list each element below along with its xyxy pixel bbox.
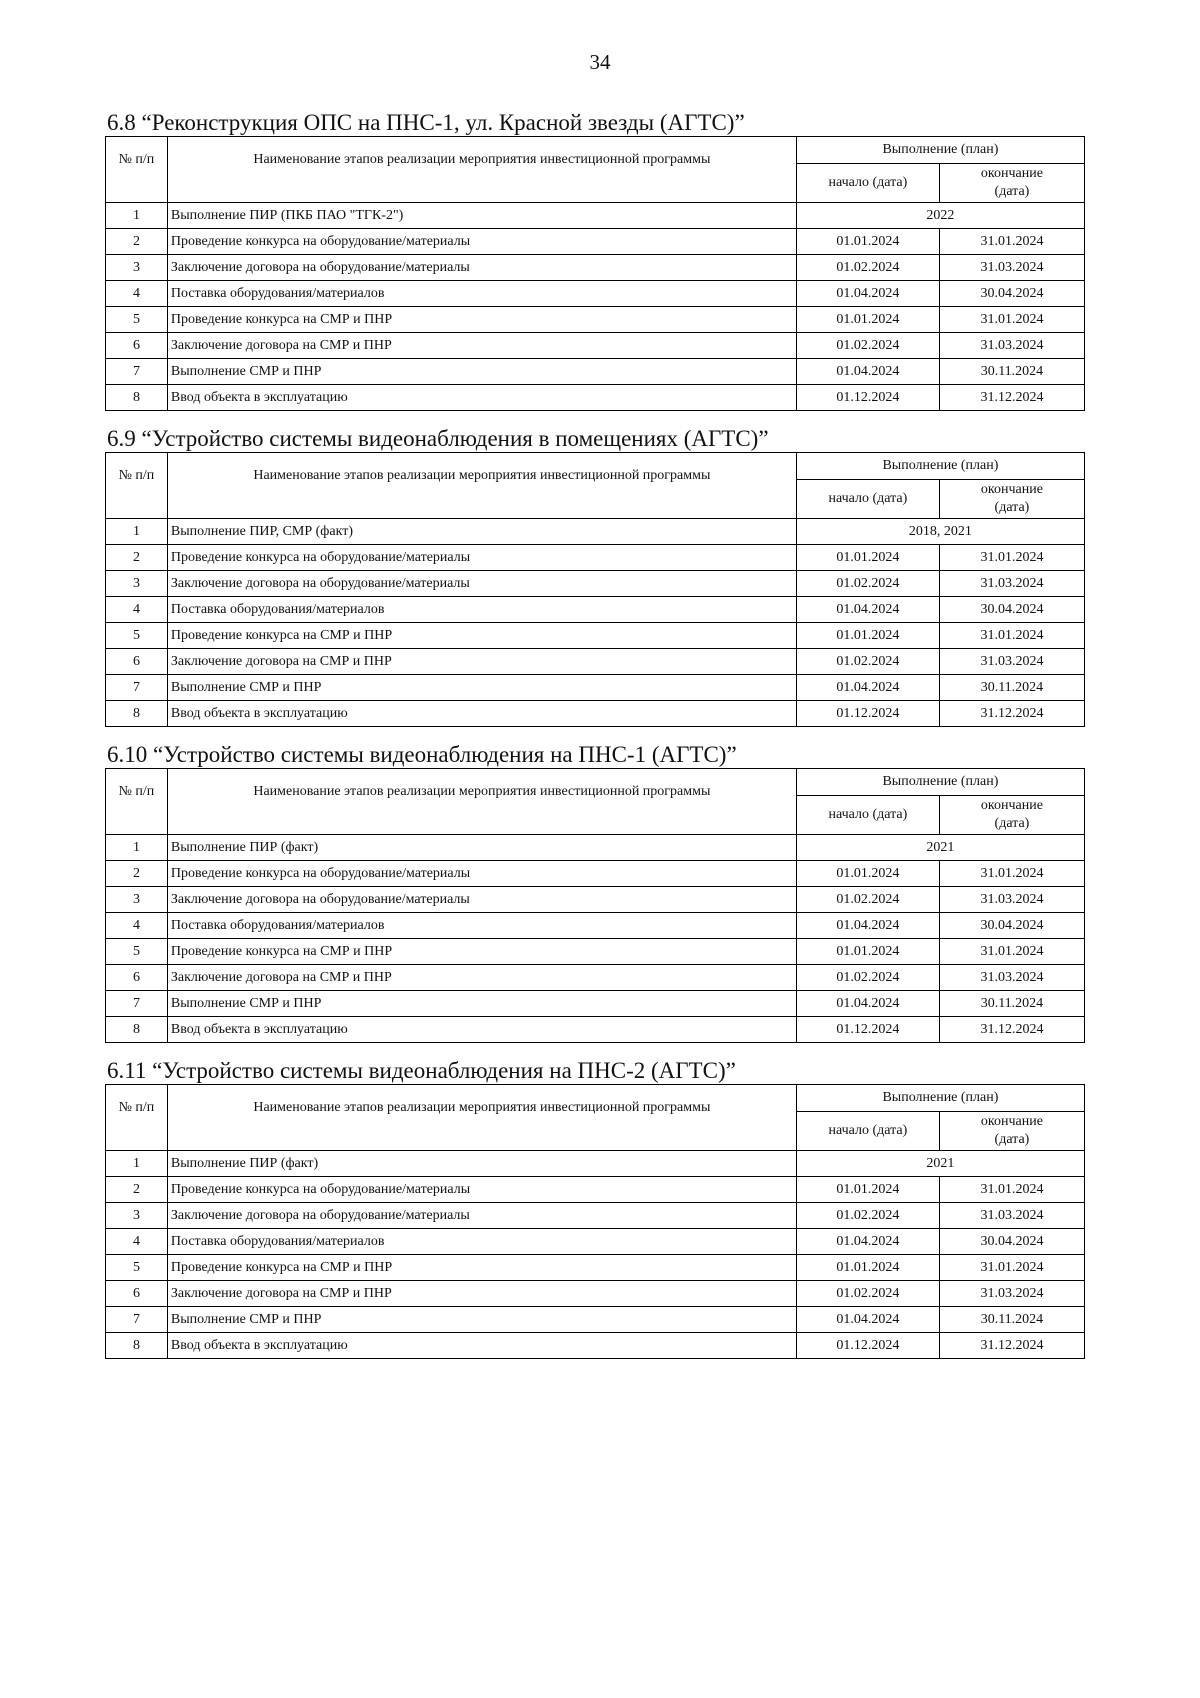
stage-name: Ввод объекта в эксплуатацию	[167, 1017, 796, 1043]
end-date: 31.03.2024	[939, 887, 1084, 913]
section-title: 6.10 “Устройство системы видеонаблюдения на ПНС-1 (АГТС)”	[107, 742, 737, 767]
start-date: 01.04.2024	[796, 1307, 939, 1333]
table-row	[106, 675, 1085, 701]
start-date: 01.04.2024	[796, 675, 939, 701]
row-number: 6	[106, 333, 168, 359]
row-number: 4	[106, 913, 168, 939]
end-date: 31.01.2024	[939, 545, 1084, 571]
end-date: 30.04.2024	[939, 281, 1084, 307]
header-name: Наименование этапов реализации мероприятия инвестиционной программы	[167, 453, 796, 519]
start-date: 01.01.2024	[796, 939, 939, 965]
table-row	[106, 965, 1085, 991]
start-date: 01.01.2024	[796, 1177, 939, 1203]
section-1	[105, 110, 1085, 411]
end-date: 31.03.2024	[939, 255, 1084, 281]
table-row	[106, 571, 1085, 597]
start-date: 01.01.2024	[796, 307, 939, 333]
start-date: 01.02.2024	[796, 1203, 939, 1229]
end-date: 30.11.2024	[939, 359, 1084, 385]
row-number: 5	[106, 1255, 168, 1281]
table-row	[106, 359, 1085, 385]
stage-name: Поставка оборудования/материалов	[167, 913, 796, 939]
start-date: 01.04.2024	[796, 281, 939, 307]
schedule-table	[105, 452, 1085, 727]
header-execution: Выполнение (план)	[796, 1085, 1084, 1112]
completed-period: 2018, 2021	[796, 519, 1084, 545]
row-number: 5	[106, 623, 168, 649]
section-title: 6.9 “Устройство системы видеонаблюдения в помещениях (АГТС)”	[107, 426, 769, 451]
row-number: 7	[106, 359, 168, 385]
stage-name: Поставка оборудования/материалов	[167, 1229, 796, 1255]
row-number: 8	[106, 1333, 168, 1359]
schedule-table	[105, 136, 1085, 411]
section-title: 6.8 “Реконструкция ОПС на ПНС-1, ул. Красной звезды (АГТС)”	[107, 110, 745, 135]
end-date: 31.03.2024	[939, 965, 1084, 991]
stage-name: Проведение конкурса на СМР и ПНР	[167, 623, 796, 649]
header-num: № п/п	[106, 137, 168, 203]
row-number: 1	[106, 519, 168, 545]
header-name: Наименование этапов реализации мероприятия инвестиционной программы	[167, 769, 796, 835]
header-start: начало (дата)	[796, 164, 939, 203]
row-number: 4	[106, 281, 168, 307]
stage-name: Заключение договора на СМР и ПНР	[167, 965, 796, 991]
table-row	[106, 991, 1085, 1017]
end-date: 31.12.2024	[939, 701, 1084, 727]
end-date: 30.11.2024	[939, 675, 1084, 701]
end-date: 31.03.2024	[939, 333, 1084, 359]
table-row	[106, 1255, 1085, 1281]
start-date: 01.12.2024	[796, 701, 939, 727]
row-number: 4	[106, 1229, 168, 1255]
end-date: 31.03.2024	[939, 1203, 1084, 1229]
start-date: 01.04.2024	[796, 597, 939, 623]
row-number: 8	[106, 701, 168, 727]
stage-name: Проведение конкурса на оборудование/материалы	[167, 229, 796, 255]
start-date: 01.02.2024	[796, 255, 939, 281]
row-number: 2	[106, 545, 168, 571]
start-date: 01.02.2024	[796, 1281, 939, 1307]
schedule-table	[105, 1084, 1085, 1359]
stage-name: Заключение договора на оборудование/материалы	[167, 255, 796, 281]
table-row	[106, 519, 1085, 545]
stage-name: Проведение конкурса на СМР и ПНР	[167, 307, 796, 333]
table-row	[106, 1017, 1085, 1043]
stage-name: Выполнение ПИР (факт)	[167, 835, 796, 861]
table-row	[106, 281, 1085, 307]
end-date: 30.11.2024	[939, 1307, 1084, 1333]
table-row	[106, 939, 1085, 965]
start-date: 01.01.2024	[796, 545, 939, 571]
start-date: 01.01.2024	[796, 229, 939, 255]
table-row	[106, 887, 1085, 913]
header-end: окончание (дата)	[939, 1112, 1084, 1151]
row-number: 5	[106, 307, 168, 333]
table-row	[106, 1177, 1085, 1203]
stage-name: Ввод объекта в эксплуатацию	[167, 385, 796, 411]
row-number: 1	[106, 203, 168, 229]
row-number: 3	[106, 255, 168, 281]
end-date: 31.03.2024	[939, 649, 1084, 675]
end-date: 31.01.2024	[939, 307, 1084, 333]
row-number: 1	[106, 1151, 168, 1177]
end-date: 30.11.2024	[939, 991, 1084, 1017]
stage-name: Поставка оборудования/материалов	[167, 281, 796, 307]
row-number: 1	[106, 835, 168, 861]
header-num: № п/п	[106, 1085, 168, 1151]
row-number: 7	[106, 991, 168, 1017]
stage-name: Проведение конкурса на СМР и ПНР	[167, 1255, 796, 1281]
table-row	[106, 333, 1085, 359]
header-end: окончание (дата)	[939, 796, 1084, 835]
start-date: 01.12.2024	[796, 1333, 939, 1359]
row-number: 6	[106, 1281, 168, 1307]
stage-name: Выполнение СМР и ПНР	[167, 991, 796, 1017]
stage-name: Проведение конкурса на оборудование/материалы	[167, 545, 796, 571]
stage-name: Выполнение СМР и ПНР	[167, 1307, 796, 1333]
stage-name: Выполнение ПИР (ПКБ ПАО "ТГК-2")	[167, 203, 796, 229]
stage-name: Заключение договора на СМР и ПНР	[167, 333, 796, 359]
table-row	[106, 545, 1085, 571]
row-number: 3	[106, 571, 168, 597]
table-row	[106, 203, 1085, 229]
end-date: 31.03.2024	[939, 571, 1084, 597]
row-number: 6	[106, 965, 168, 991]
header-name: Наименование этапов реализации мероприятия инвестиционной программы	[167, 1085, 796, 1151]
end-date: 30.04.2024	[939, 1229, 1084, 1255]
end-date: 31.12.2024	[939, 1333, 1084, 1359]
stage-name: Поставка оборудования/материалов	[167, 597, 796, 623]
start-date: 01.04.2024	[796, 991, 939, 1017]
table-row	[106, 385, 1085, 411]
section-2	[105, 426, 1085, 727]
table-row	[106, 255, 1085, 281]
row-number: 8	[106, 1017, 168, 1043]
header-end: окончание (дата)	[939, 480, 1084, 519]
start-date: 01.12.2024	[796, 1017, 939, 1043]
section-title: 6.11 “Устройство системы видеонаблюдения на ПНС-2 (АГТС)”	[107, 1058, 736, 1083]
table-row	[106, 1229, 1085, 1255]
header-execution: Выполнение (план)	[796, 453, 1084, 480]
stage-name: Ввод объекта в эксплуатацию	[167, 701, 796, 727]
stage-name: Заключение договора на оборудование/материалы	[167, 887, 796, 913]
table-row	[106, 1203, 1085, 1229]
header-num: № п/п	[106, 453, 168, 519]
end-date: 31.01.2024	[939, 1177, 1084, 1203]
stage-name: Выполнение СМР и ПНР	[167, 359, 796, 385]
table-row	[106, 229, 1085, 255]
header-start: начало (дата)	[796, 480, 939, 519]
start-date: 01.04.2024	[796, 913, 939, 939]
row-number: 7	[106, 1307, 168, 1333]
table-row	[106, 307, 1085, 333]
row-number: 4	[106, 597, 168, 623]
end-date: 31.01.2024	[939, 1255, 1084, 1281]
end-date: 31.01.2024	[939, 623, 1084, 649]
table-row	[106, 623, 1085, 649]
stage-name: Выполнение СМР и ПНР	[167, 675, 796, 701]
start-date: 01.02.2024	[796, 571, 939, 597]
start-date: 01.12.2024	[796, 385, 939, 411]
stage-name: Выполнение ПИР, СМР (факт)	[167, 519, 796, 545]
stage-name: Заключение договора на оборудование/материалы	[167, 571, 796, 597]
stage-name: Проведение конкурса на СМР и ПНР	[167, 939, 796, 965]
end-date: 31.01.2024	[939, 229, 1084, 255]
table-row	[106, 835, 1085, 861]
row-number: 2	[106, 861, 168, 887]
start-date: 01.02.2024	[796, 965, 939, 991]
table-row	[106, 1281, 1085, 1307]
section-3	[105, 742, 1085, 1043]
header-end: окончание (дата)	[939, 164, 1084, 203]
end-date: 31.12.2024	[939, 1017, 1084, 1043]
page-number: 34	[589, 50, 611, 74]
completed-period: 2021	[796, 1151, 1084, 1177]
header-execution: Выполнение (план)	[796, 137, 1084, 164]
start-date: 01.01.2024	[796, 623, 939, 649]
stage-name: Выполнение ПИР (факт)	[167, 1151, 796, 1177]
section-4	[105, 1058, 1085, 1359]
end-date: 31.01.2024	[939, 939, 1084, 965]
header-name: Наименование этапов реализации мероприятия инвестиционной программы	[167, 137, 796, 203]
end-date: 30.04.2024	[939, 597, 1084, 623]
table-row	[106, 1333, 1085, 1359]
start-date: 01.01.2024	[796, 1255, 939, 1281]
end-date: 31.01.2024	[939, 861, 1084, 887]
row-number: 8	[106, 385, 168, 411]
table-row	[106, 913, 1085, 939]
row-number: 5	[106, 939, 168, 965]
header-num: № п/п	[106, 769, 168, 835]
table-row	[106, 1151, 1085, 1177]
header-start: начало (дата)	[796, 796, 939, 835]
row-number: 2	[106, 1177, 168, 1203]
table-row	[106, 861, 1085, 887]
start-date: 01.04.2024	[796, 1229, 939, 1255]
end-date: 30.04.2024	[939, 913, 1084, 939]
stage-name: Проведение конкурса на оборудование/материалы	[167, 861, 796, 887]
start-date: 01.02.2024	[796, 649, 939, 675]
row-number: 2	[106, 229, 168, 255]
table-row	[106, 701, 1085, 727]
row-number: 7	[106, 675, 168, 701]
row-number: 3	[106, 1203, 168, 1229]
stage-name: Заключение договора на оборудование/материалы	[167, 1203, 796, 1229]
stage-name: Проведение конкурса на оборудование/материалы	[167, 1177, 796, 1203]
stage-name: Ввод объекта в эксплуатацию	[167, 1333, 796, 1359]
start-date: 01.02.2024	[796, 887, 939, 913]
start-date: 01.01.2024	[796, 861, 939, 887]
row-number: 3	[106, 887, 168, 913]
completed-period: 2022	[796, 203, 1084, 229]
start-date: 01.04.2024	[796, 359, 939, 385]
stage-name: Заключение договора на СМР и ПНР	[167, 649, 796, 675]
end-date: 31.03.2024	[939, 1281, 1084, 1307]
stage-name: Заключение договора на СМР и ПНР	[167, 1281, 796, 1307]
end-date: 31.12.2024	[939, 385, 1084, 411]
header-start: начало (дата)	[796, 1112, 939, 1151]
table-row	[106, 1307, 1085, 1333]
table-row	[106, 649, 1085, 675]
row-number: 6	[106, 649, 168, 675]
schedule-table	[105, 768, 1085, 1043]
completed-period: 2021	[796, 835, 1084, 861]
table-row	[106, 597, 1085, 623]
header-execution: Выполнение (план)	[796, 769, 1084, 796]
start-date: 01.02.2024	[796, 333, 939, 359]
